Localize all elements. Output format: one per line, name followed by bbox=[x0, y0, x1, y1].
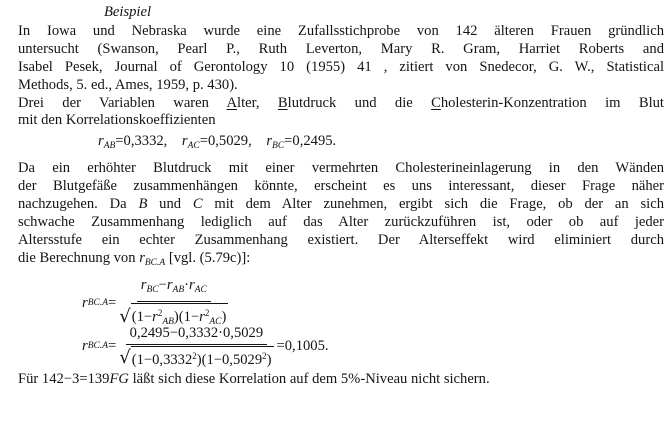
textbook-page bbox=[18, 4, 664, 389]
fraction bbox=[119, 277, 228, 332]
fraction bbox=[119, 325, 273, 370]
coefficient-ab: $r_{AB}=0,3332$, bbox=[98, 133, 168, 152]
intro-paragraph bbox=[18, 23, 664, 130]
text-line: Da ein erhöhter Blutdruck mit einer vermehrten Cholesterineinlagerung in den Wänden bbox=[18, 160, 664, 177]
text-line: Altersstufe ein echter Zusammenhang existiert. Der Alterseffekt wird eliminiert durch bbox=[18, 231, 664, 248]
underlined-letter: A bbox=[226, 94, 238, 111]
denominator: √ $(1-r^2_{AB})(1-r^2_{AC})$ bbox=[119, 302, 228, 332]
underlined-letter: C bbox=[431, 94, 441, 111]
denominator: √ $(1-0,3332^2)(1-0,5029^2)$ bbox=[119, 346, 272, 368]
conclusion-line: Für 142−3=139FG läßt sich diese Korrelation auf dem 5%-Niveau nicht sichern. bbox=[18, 370, 490, 387]
underlined-letter: B bbox=[277, 94, 288, 111]
text-line: die Berechnung von $r_{BC.A}$ [vgl. (5.79c)]: bbox=[18, 249, 251, 268]
discussion-paragraph bbox=[18, 160, 664, 272]
numerator: 0,2495−0,3332·0,5029 bbox=[126, 325, 268, 345]
partial-correlation-formula bbox=[82, 273, 664, 369]
example-heading: Beispiel bbox=[104, 4, 152, 20]
text-line: Isabel Pesek, Journal of Gerontology 10 (1955) 41 , zitiert von Snedecor, G. W., Statistical bbox=[18, 58, 664, 75]
formula-numeric: r BC.A = 0,2495−0,3332·0,5029 √ $(1-0,3332^2)(1-0,5029^2)$ =0,1005. bbox=[82, 324, 329, 368]
text-line: In Iowa und Nebraska wurde eine Zufallsstichprobe von 142 älteren Frauen gründlich bbox=[18, 22, 664, 39]
numerator: $r_{BC}-r_{AB}\cdot r_{AC}$ bbox=[137, 277, 211, 302]
sqrt-icon: √ bbox=[119, 346, 131, 368]
text-line: der Blutgefäße zusammenhängen könnte, erscheint es uns interessant, dieser Frage näher bbox=[18, 178, 664, 195]
text-line: Drei der Variablen waren Alter, Blutdruck und die Cholesterin-Konzentration im Blut bbox=[18, 94, 664, 111]
sqrt-icon: √ bbox=[119, 306, 131, 328]
formula-general: r BC.A = $r_{BC}-r_{AB}\cdot r_{AC}$ √ $(1-r^2_{AB})(1-r^2_{AC})$ bbox=[82, 277, 231, 332]
coefficient-ac: $r_{AC}=0,5029$, bbox=[181, 133, 252, 152]
text-line: schwache Zusammenhang lediglich auf das Alter zurückzuführen ist, oder ob auf jeder bbox=[18, 213, 664, 230]
text-line: Methods, 5. ed., Ames, 1959, p. 430). bbox=[18, 76, 238, 93]
text-line: untersucht (Swanson, Pearl P., Ruth Leverton, Mary R. Gram, Harriet Roberts and bbox=[18, 40, 664, 57]
correlation-coefficients bbox=[18, 133, 664, 156]
coefficient-bc: $r_{BC}=0,2495$. bbox=[266, 133, 337, 152]
result: =0,1005. bbox=[276, 338, 329, 355]
text-line: nachzugehen. Da B und C mit dem Alter zunehmen, ergibt sich die Frage, ob der an sich bbox=[18, 196, 665, 213]
text-line: mit den Korrelationskoeffizienten bbox=[18, 112, 216, 129]
